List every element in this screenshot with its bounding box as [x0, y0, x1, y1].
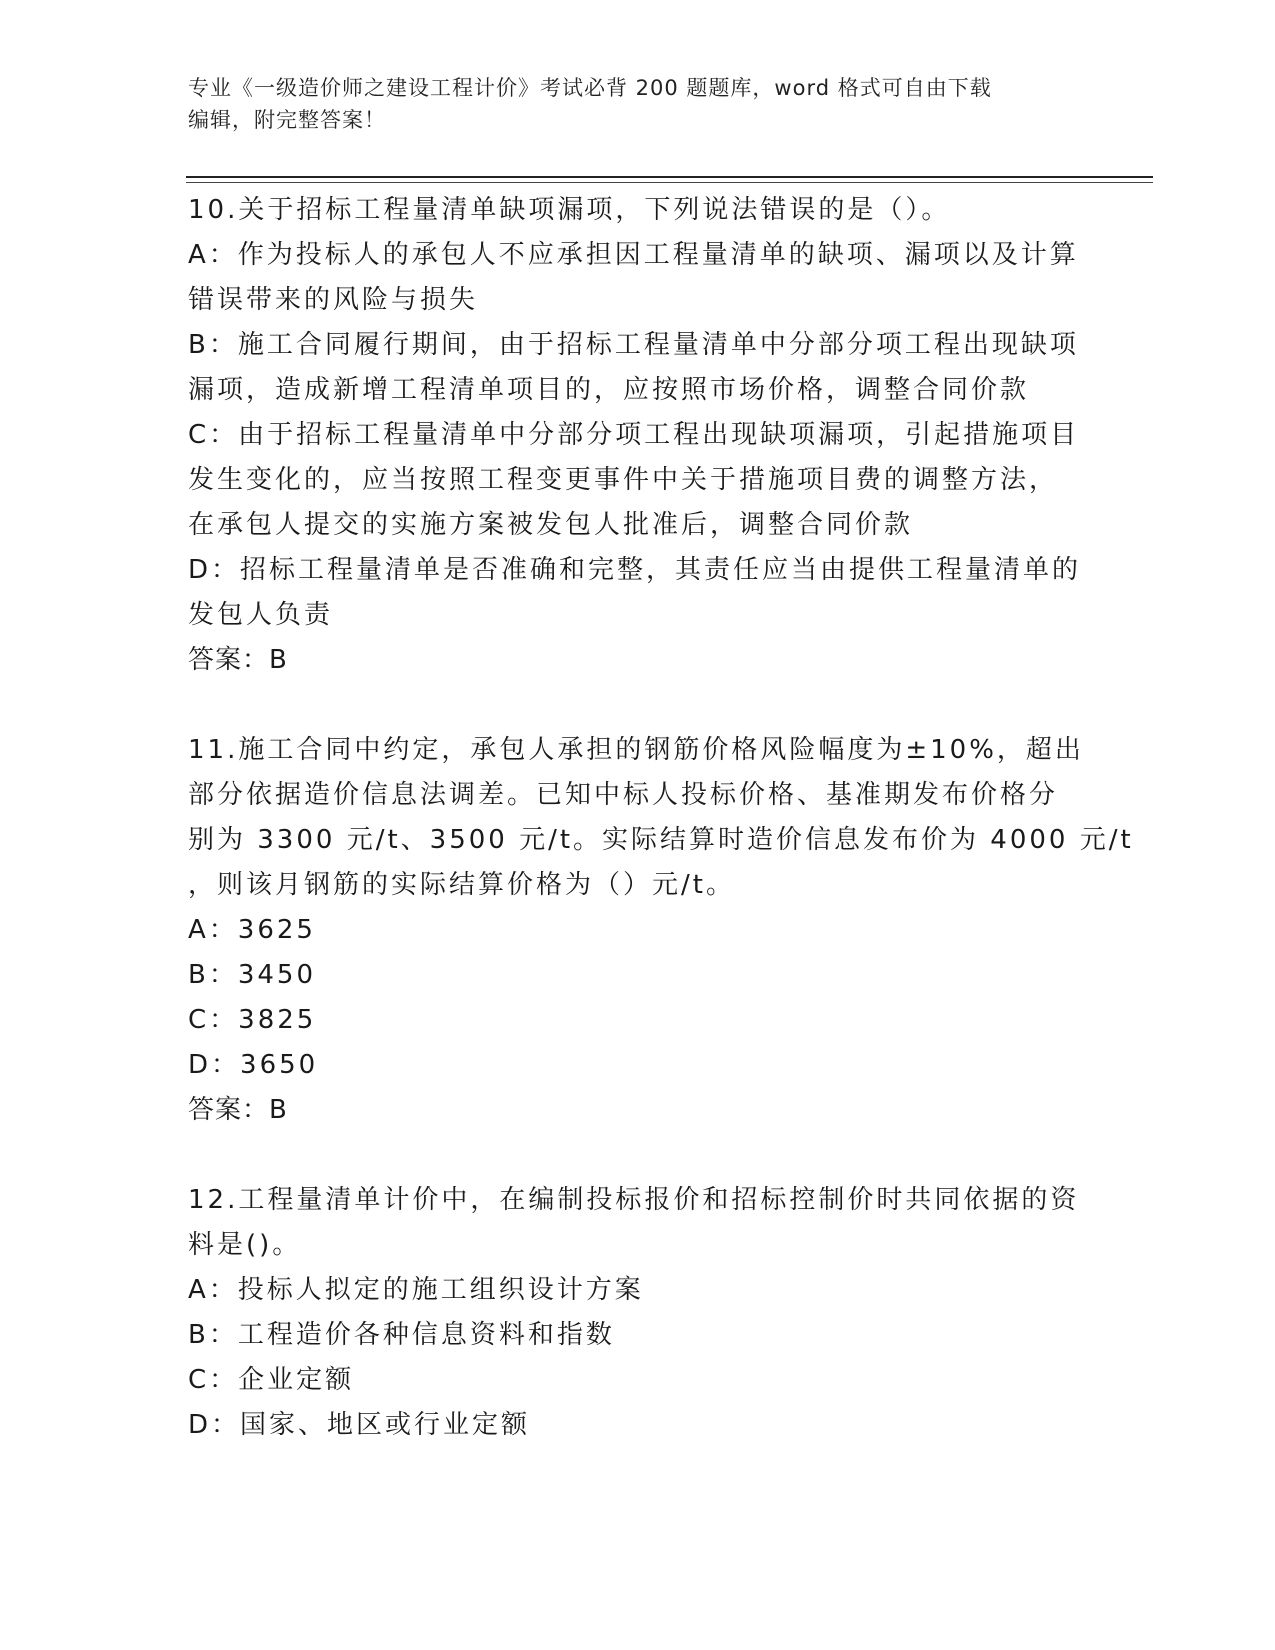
question-stem: 部分依据造价信息法调差。已知中标人投标价格、基准期发布价格分	[188, 780, 1059, 810]
option-c	[188, 413, 1088, 548]
option-line: 发生变化的，应当按照工程变更事件中关于措施项目费的调整方法，	[188, 465, 1059, 495]
option-a: A：投标人拟定的施工组织设计方案	[188, 1275, 644, 1305]
option-b: B：3450	[188, 960, 317, 990]
header-line: 专业《一级造价师之建设工程计价》考试必背 200 题题库，word 格式可自由下载	[188, 76, 992, 100]
answer-label: 答案：B	[188, 1095, 288, 1125]
header-divider-thick	[186, 176, 1153, 178]
option-line: 漏项，造成新增工程清单项目的，应按照市场价格，调整合同价款	[188, 375, 1030, 405]
question-stem: 12.工程量清单计价中，在编制投标报价和招标控制价时共同依据的资	[188, 1185, 1080, 1215]
option-b: B：工程造价各种信息资料和指数	[188, 1320, 615, 1350]
option-d: D：3650	[188, 1050, 319, 1080]
option-b	[188, 323, 1088, 413]
option-line: 在承包人提交的实施方案被发包人批准后，调整合同价款	[188, 510, 914, 540]
option-a: A：3625	[188, 915, 316, 945]
answer-label: 答案：B	[188, 645, 288, 675]
option-line: 发包人负责	[188, 600, 334, 630]
header-divider-thin	[186, 182, 1153, 183]
option-line: 错误带来的风险与损失	[188, 285, 479, 315]
question-list	[188, 188, 1134, 1448]
question-stem: 别为 3300 元/t、3500 元/t。实际结算时造价信息发布价为 4000 元/t	[188, 825, 1134, 855]
document-header	[188, 72, 1068, 136]
option-line: D：招标工程量清单是否准确和完整，其责任应当由提供工程量清单的	[188, 555, 1082, 585]
question-item	[188, 1178, 1088, 1448]
question-stem: 11.施工合同中约定，承包人承担的钢筋价格风险幅度为±10%，超出	[188, 735, 1084, 765]
header-line: 编辑，附完整答案！	[188, 108, 386, 132]
question-item	[188, 728, 1134, 1133]
option-a	[188, 233, 1088, 323]
question-stem: 10.关于招标工程量清单缺项漏项，下列说法错误的是（）。	[188, 195, 951, 225]
option-line: C：由于招标工程量清单中分部分项工程出现缺项漏项，引起措施项目	[188, 420, 1080, 450]
option-c: C：3825	[188, 1005, 317, 1035]
option-line: B：施工合同履行期间，由于招标工程量清单中分部分项工程出现缺项	[188, 330, 1079, 360]
option-d	[188, 548, 1088, 638]
question-stem: ，则该月钢筋的实际结算价格为（）元/t。	[188, 870, 735, 900]
option-c: C：企业定额	[188, 1365, 355, 1395]
question-item	[188, 188, 1088, 683]
option-line: A：作为投标人的承包人不应承担因工程量清单的缺项、漏项以及计算	[188, 240, 1079, 270]
question-stem: 料是()。	[188, 1230, 302, 1260]
option-d: D：国家、地区或行业定额	[188, 1410, 531, 1440]
